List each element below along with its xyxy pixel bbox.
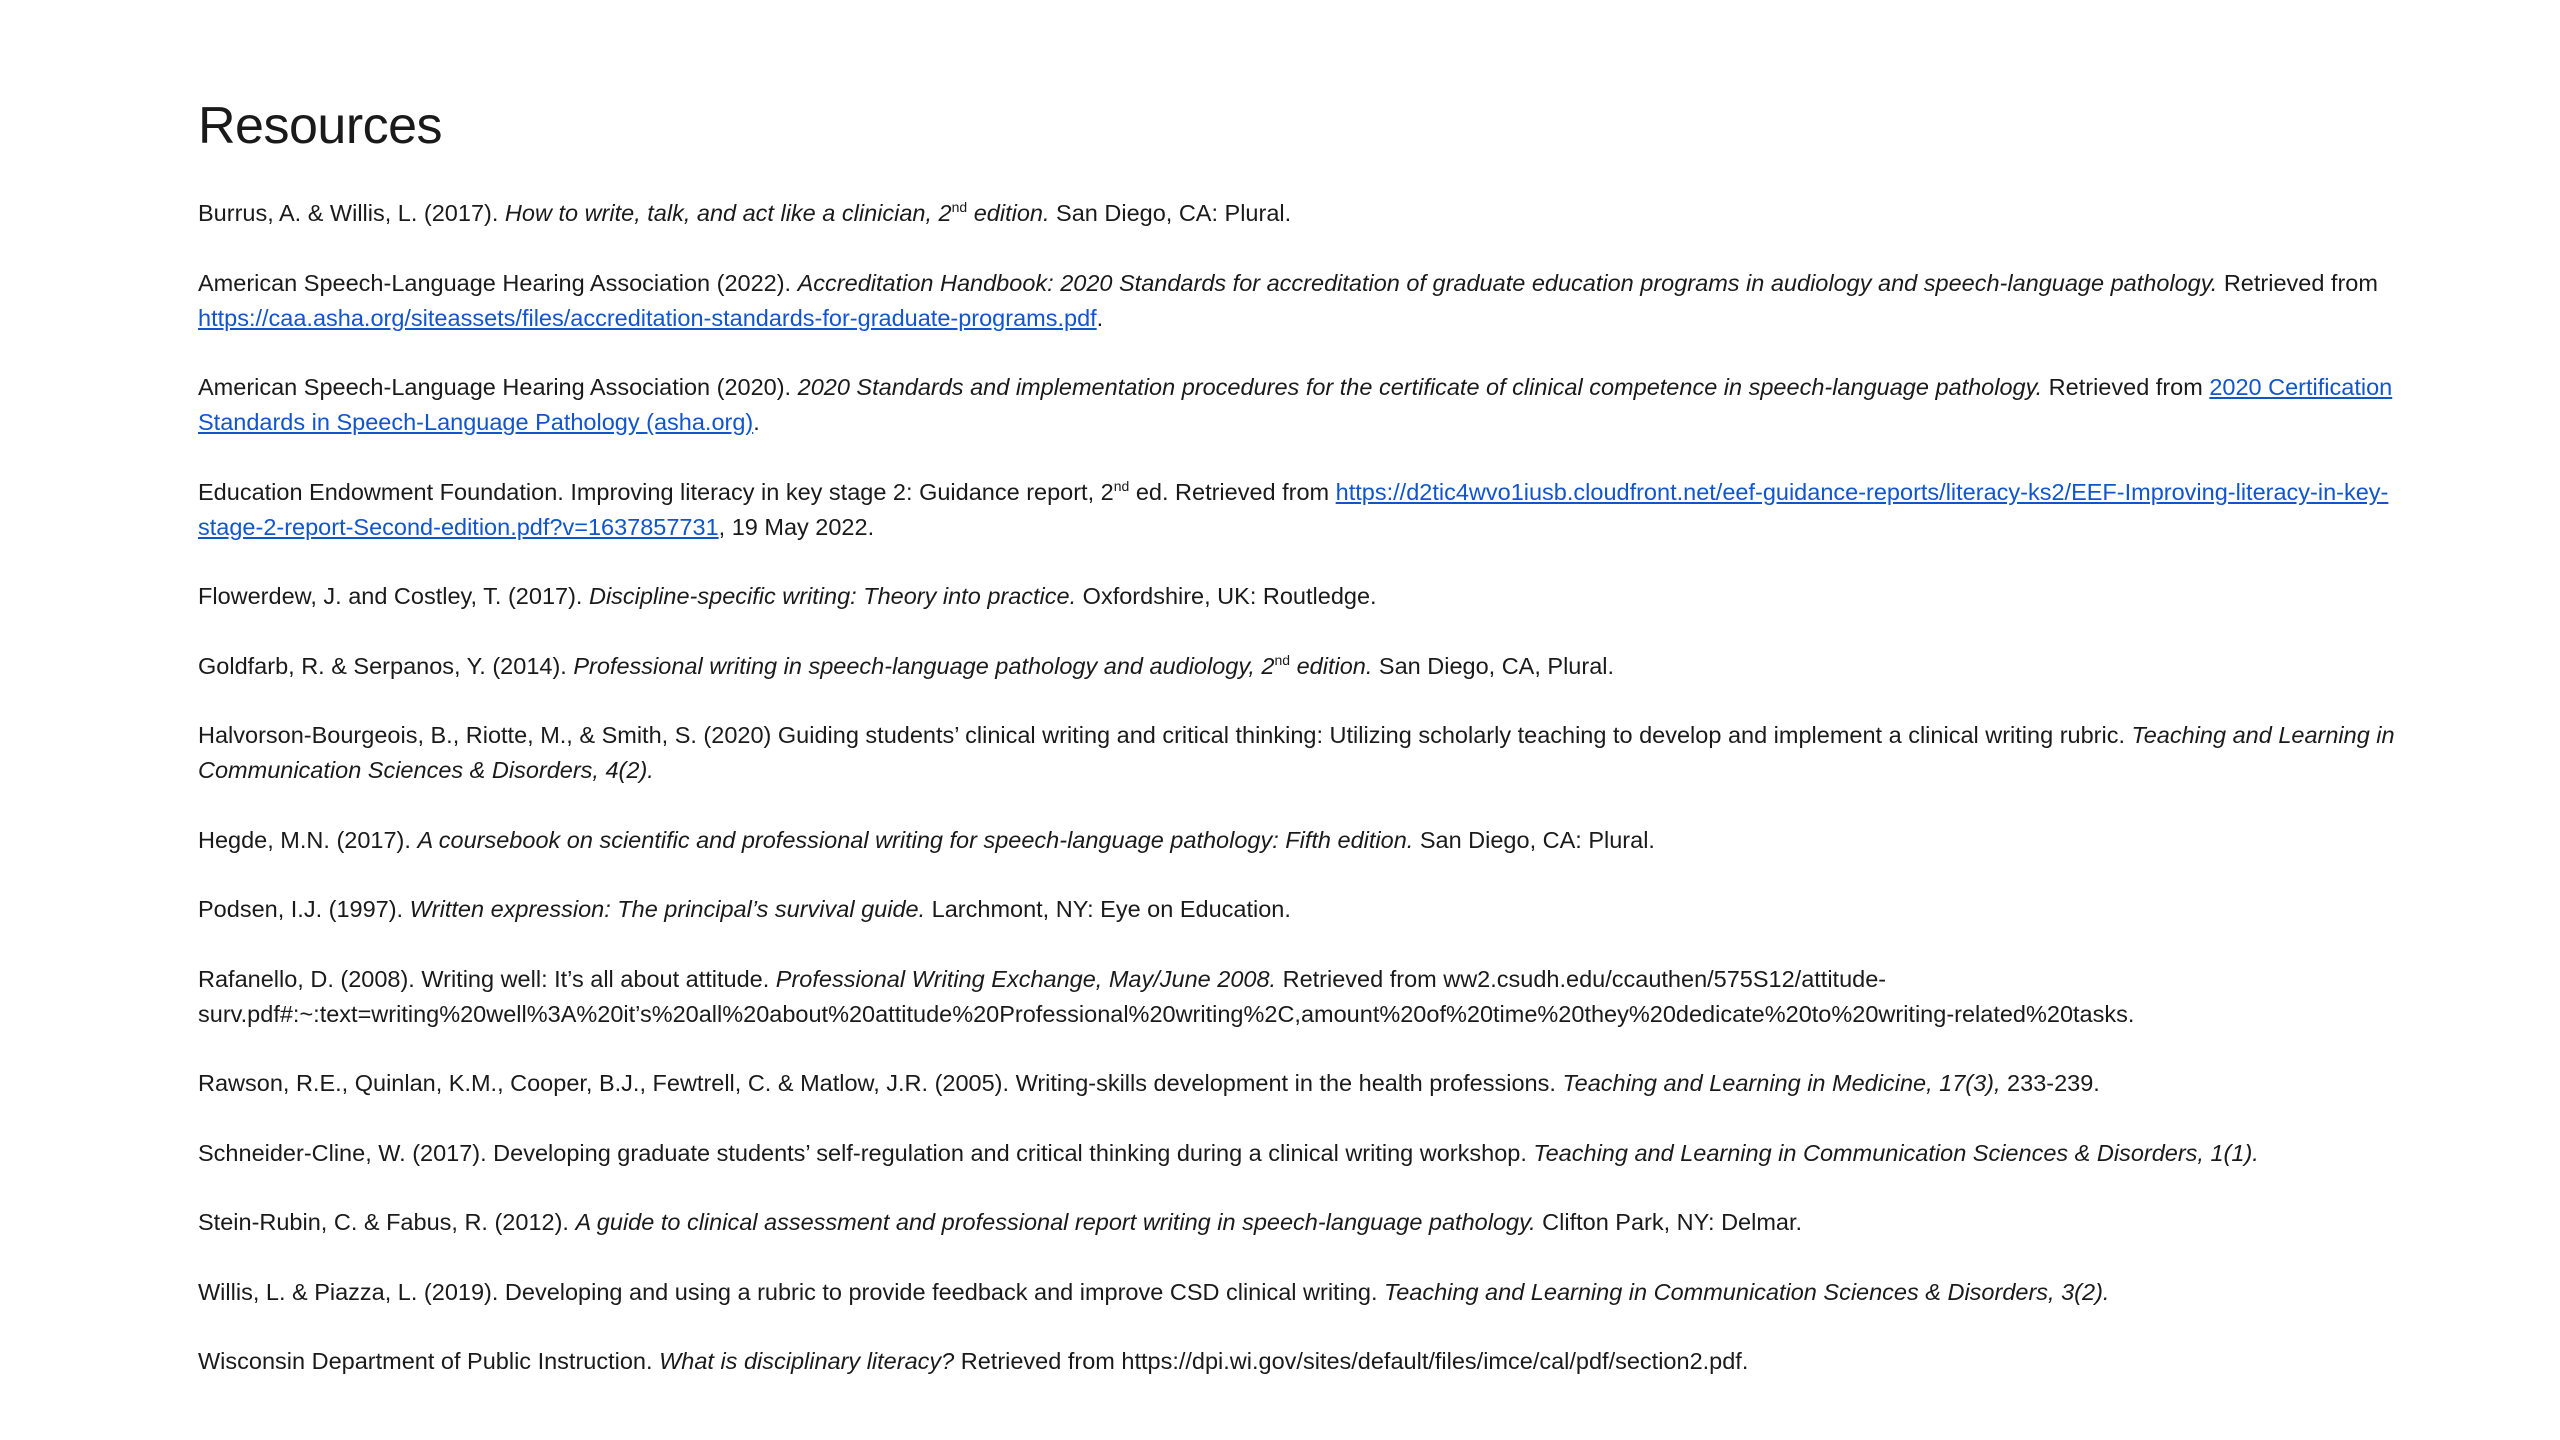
- ref-superscript: nd: [1274, 651, 1291, 668]
- ref-text: Flowerdew, J. and Costley, T. (2017).: [198, 583, 589, 609]
- reference-item: [198, 1205, 2398, 1240]
- ref-text: Retrieved from: [2042, 374, 2210, 400]
- reference-item: [198, 962, 2398, 1032]
- reference-item: [198, 1066, 2398, 1101]
- ref-link[interactable]: https://d2tic4wvo1iusb.cloudfront.net/eef-guidance-reports/literacy-ks2/EEF-Improving-literacy-in-key-stage-2-report-Second-edition.pdf?v=1637857731: [198, 478, 2389, 540]
- reference-list: [198, 196, 2400, 1379]
- ref-text: Wisconsin Department of Public Instruction.: [198, 1348, 660, 1374]
- ref-text: Podsen, I.J. (1997).: [198, 896, 410, 922]
- ref-title: Written expression: The principal’s survival guide.: [409, 896, 926, 922]
- ref-title: Accreditation Handbook: 2020 Standards for accreditation of graduate education programs in audiology and speech-language pathology.: [797, 269, 2218, 296]
- ref-title: A coursebook on scientific and professional writing for speech-language pathology: Fifth edition.: [417, 826, 1414, 853]
- ref-text: .: [1096, 304, 1104, 331]
- ref-text: Halvorson-Bourgeois, B., Riotte, M., & Smith, S. (2020) Guiding students’ clinical writing and critical thinking: Utilizing scholarly teaching to develop and implement a clinical writing rubric.: [198, 722, 2132, 748]
- ref-text: Retrieved from ww2.csudh.edu/ccauthen/575S12/attitude-surv.pdf#:~:text=writing%20well%3A%20it’s%20all%20about%20attitude%20Professional%20writing%2C,amount%20of%20time%20they%20dedicate%20to%20writing-related%20tasks.: [198, 965, 2135, 1027]
- reference-item: [198, 266, 2398, 336]
- ref-title: A guide to clinical assessment and professional report writing in speech-language pathology.: [575, 1209, 1536, 1235]
- ref-text: Hegde, M.N. (2017).: [198, 826, 418, 853]
- ref-text: 233-239.: [2000, 1070, 2100, 1096]
- ref-text: Larchmont, NY: Eye on Education.: [925, 896, 1291, 922]
- reference-item: [198, 475, 2398, 545]
- ref-text: Retrieved from: [2217, 269, 2378, 296]
- ref-text: Rafanello, D. (2008). Writing well: It’s all about attitude.: [198, 965, 776, 992]
- ref-title: Teaching and Learning in Communication Sciences & Disorders, 1(1).: [1533, 1139, 2259, 1166]
- ref-text: Schneider-Cline, W. (2017). Developing graduate students’ self-regulation and critical thinking during a clinical writing workshop.: [198, 1139, 1534, 1166]
- ref-text: San Diego, CA: Plural.: [1049, 200, 1292, 226]
- reference-item: [198, 1136, 2398, 1171]
- ref-text: ed. Retrieved from: [1129, 478, 1336, 505]
- reference-item: [198, 718, 2398, 788]
- ref-text: Willis, L. & Piazza, L. (2019). Developing and using a rubric to provide feedback and improve CSD clinical writing.: [198, 1278, 1385, 1305]
- ref-text: Burrus, A. & Willis, L. (2017).: [198, 200, 505, 226]
- ref-text: American Speech-Language Hearing Association (2020).: [198, 374, 798, 400]
- ref-superscript: nd: [1113, 477, 1130, 494]
- ref-text: Stein-Rubin, C. & Fabus, R. (2012).: [198, 1209, 576, 1235]
- ref-superscript: nd: [951, 199, 968, 216]
- ref-title: Teaching and Learning in Communication Sciences & Disorders, 3(2).: [1384, 1278, 2110, 1305]
- reference-item: [198, 649, 2398, 684]
- ref-title: 2020 Standards and implementation procedures for the certificate of clinical competence in speech-language pathology.: [797, 374, 2043, 400]
- ref-title: edition.: [1290, 652, 1373, 679]
- ref-title: What is disciplinary literacy?: [659, 1348, 955, 1374]
- ref-text: Clifton Park, NY: Delmar.: [1535, 1209, 1803, 1235]
- ref-title: Discipline-specific writing: Theory into practice.: [588, 583, 1077, 609]
- ref-text: Rawson, R.E., Quinlan, K.M., Cooper, B.J., Fewtrell, C. & Matlow, J.R. (2005). Writing-skills development in the health professions.: [198, 1070, 1563, 1096]
- ref-link[interactable]: 2020 Certification Standards in Speech-Language Pathology (asha.org): [198, 374, 2393, 435]
- reference-item: [198, 579, 2398, 614]
- ref-text: Oxfordshire, UK: Routledge.: [1076, 583, 1377, 609]
- ref-text: , 19 May 2022.: [718, 513, 875, 540]
- ref-text: San Diego, CA, Plural.: [1372, 652, 1615, 679]
- reference-item: [198, 892, 2398, 927]
- ref-text: .: [753, 409, 760, 435]
- reference-item: [198, 370, 2398, 440]
- ref-title: Teaching and Learning in Communication Sciences & Disorders, 4(2).: [198, 722, 2395, 783]
- ref-title: edition.: [967, 200, 1050, 226]
- ref-text: Education Endowment Foundation. Improving literacy in key stage 2: Guidance report, 2: [198, 478, 1114, 505]
- reference-item: [198, 1344, 2398, 1379]
- ref-text: Goldfarb, R. & Serpanos, Y. (2014).: [198, 652, 574, 679]
- ref-text: American Speech-Language Hearing Association (2022).: [198, 269, 798, 296]
- ref-title: Professional Writing Exchange, May/June 2008.: [775, 965, 1277, 992]
- ref-link[interactable]: https://caa.asha.org/siteassets/files/accreditation-standards-for-graduate-programs.pdf: [198, 304, 1097, 331]
- ref-text: Retrieved from https://dpi.wi.gov/sites/default/files/imce/cal/pdf/section2.pdf.: [954, 1348, 1749, 1374]
- reference-item: [198, 823, 2398, 858]
- reference-item: [198, 196, 2398, 231]
- ref-text: San Diego, CA: Plural.: [1413, 826, 1655, 853]
- ref-title: How to write, talk, and act like a clinician, 2: [504, 200, 952, 226]
- ref-title: Teaching and Learning in Medicine, 17(3),: [1562, 1070, 2001, 1096]
- ref-title: Professional writing in speech-language pathology and audiology, 2: [573, 652, 1275, 679]
- page-title: Resources: [198, 97, 443, 155]
- reference-item: [198, 1275, 2398, 1310]
